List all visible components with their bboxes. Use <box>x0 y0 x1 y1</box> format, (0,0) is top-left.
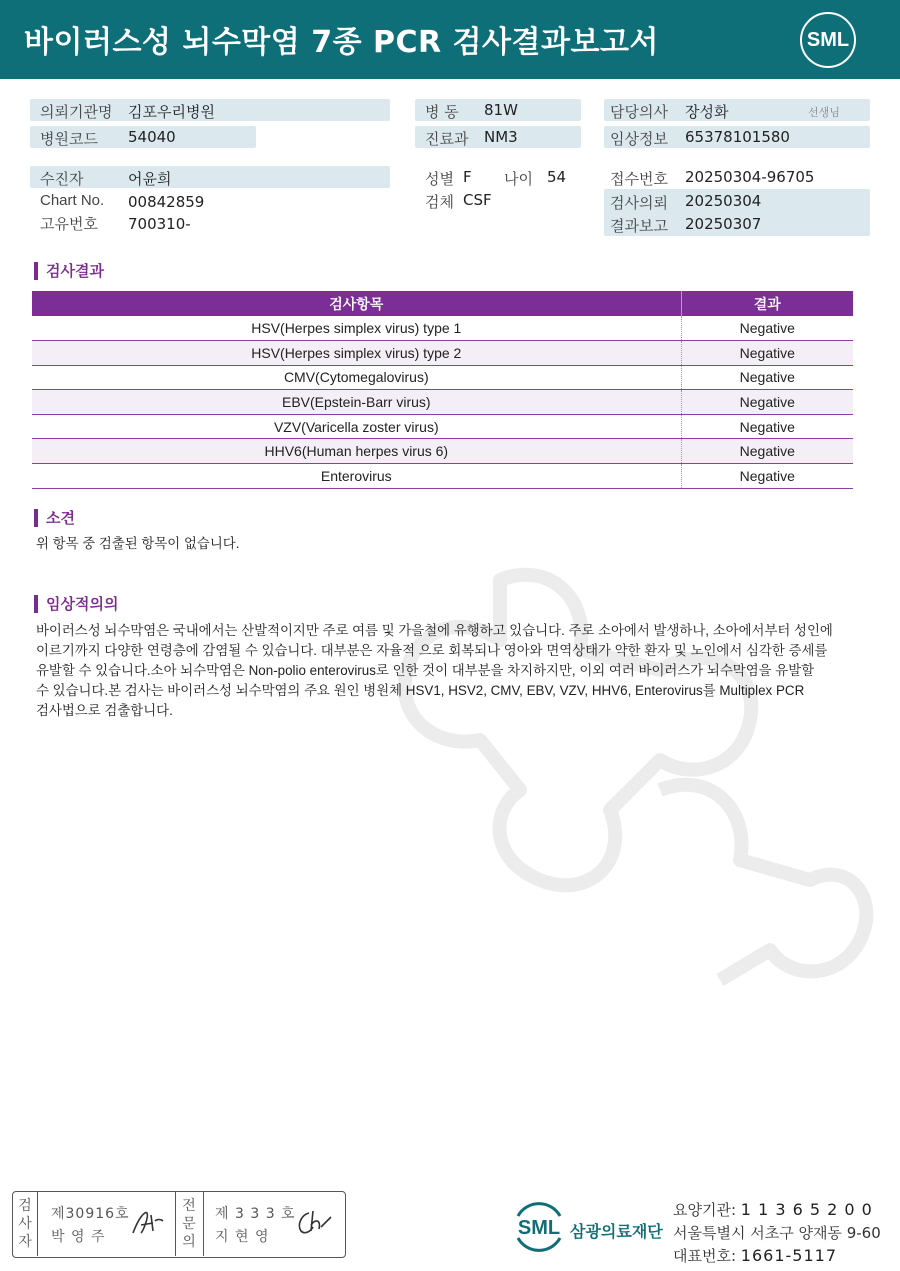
footer-logo-text: SML <box>517 1217 561 1239</box>
tester-header <box>17 1197 33 1251</box>
institution-label: 의뢰기관명 <box>40 103 113 121</box>
patient-label: 수진자 <box>40 170 84 188</box>
table-row <box>32 414 853 439</box>
signature-icon <box>131 1207 167 1237</box>
care-info <box>673 1199 873 1220</box>
row-item: EBV(Epstein-Barr virus) <box>32 390 681 415</box>
phone-label: 대표번호: <box>673 1247 737 1265</box>
clinical-text <box>36 621 846 721</box>
table-row <box>32 390 853 415</box>
request-label: 검사의뢰 <box>610 194 668 212</box>
sex-value: F <box>463 168 472 186</box>
care-number: 1 1 3 6 5 2 0 0 <box>740 1200 873 1219</box>
report-title: 바이러스성 뇌수막염 7종 PCR 검사결과보고서 <box>24 25 659 60</box>
doctor-label: 담당의사 <box>610 103 668 121</box>
clinical-line: 이르기까지 다양한 연령층에 감염될 수 있습니다. 대부분은 자율적 으로 회복되나 영아와 면역상태가 약한 환자 및 노인에서 심각한 증세를 <box>36 643 828 658</box>
institution-value: 김포우리병원 <box>128 103 215 121</box>
report-header <box>0 0 900 79</box>
request-value: 20250304 <box>685 192 762 210</box>
table-row <box>32 464 853 489</box>
doctor-suffix: 선생님 <box>808 106 840 119</box>
dept-label: 진료과 <box>425 130 469 148</box>
row-item: Enterovirus <box>32 464 681 489</box>
address: 서울특별시 서초구 양재동 9-60 <box>673 1224 881 1242</box>
specimen-label: 검체 <box>425 193 454 211</box>
table-row <box>32 439 853 464</box>
sml-logo <box>800 12 856 68</box>
specialist-number: 제 3 3 3 호 <box>215 1206 296 1222</box>
table-row <box>32 365 853 390</box>
tester-name: 박 영 주 <box>51 1229 106 1245</box>
row-result: Negative <box>681 365 853 390</box>
divider <box>37 1192 38 1256</box>
row-result: Negative <box>681 390 853 415</box>
phone-number: 1661-5117 <box>740 1246 838 1265</box>
specimen-value: CSF <box>463 191 492 209</box>
sml-logo-text: SML <box>806 29 850 51</box>
specialist-header <box>181 1197 197 1251</box>
chart-value: 00842859 <box>128 193 205 211</box>
sex-label: 성별 <box>425 170 454 188</box>
row-item: HHV6(Human herpes virus 6) <box>32 439 681 464</box>
findings-section-title: 소견 <box>34 509 75 527</box>
report-date-label: 결과보고 <box>610 217 668 235</box>
report-date-value: 20250307 <box>685 215 762 233</box>
specialist-header-char: 전 <box>182 1198 196 1214</box>
specialist-name: 지 현 영 <box>215 1229 270 1245</box>
findings-text: 위 항목 중 검출된 항목이 없습니다. <box>36 536 240 551</box>
tester-header-char: 검 <box>18 1198 32 1214</box>
ward-value: 81W <box>484 101 518 119</box>
row-result: Negative <box>681 464 853 489</box>
ward-label: 병 동 <box>425 103 459 121</box>
age-value: 54 <box>547 168 567 186</box>
row-item: HSV(Herpes simplex virus) type 1 <box>32 316 681 341</box>
specialist-header-char: 의 <box>182 1234 196 1250</box>
col-item-header: 검사항목 <box>32 291 681 316</box>
specialist-header-char: 문 <box>182 1216 196 1232</box>
clinical-line: 바이러스성 뇌수막염은 국내에서는 산발적이지만 주로 여름 및 가을철에 유행하고 있습니다. 주로 소아에서 발생하나, 소아에서부터 성인에 <box>36 623 833 638</box>
table-row <box>32 316 853 341</box>
hospital-code-label: 병원코드 <box>40 130 98 148</box>
results-table <box>32 291 853 489</box>
tester-header-char: 자 <box>18 1234 32 1250</box>
doctor-value: 장성화 <box>685 103 729 121</box>
tester-header-char: 사 <box>18 1216 32 1232</box>
results-section-title: 검사결과 <box>34 262 104 280</box>
patient-bar <box>30 166 390 188</box>
phone-info <box>673 1245 837 1266</box>
dept-value: NM3 <box>484 128 518 146</box>
tester-number: 제30916호 <box>51 1206 130 1222</box>
clinical-line: 수 있습니다.본 검사는 바이러스성 뇌수막염의 주요 원인 병원체 HSV1, HSV2, CMV, EBV, VZV, HHV6, Enterovirus를 Multiplex PCR <box>36 683 805 698</box>
receipt-value: 20250304-96705 <box>685 168 815 186</box>
divider <box>203 1192 204 1256</box>
signature-icon <box>295 1207 335 1237</box>
sml-footer-logo-icon <box>510 1198 568 1254</box>
results-header-row <box>32 291 853 316</box>
clinical-line: 유발할 수 있습니다.소아 뇌수막염은 Non-polio enterovirus로 인한 것이 대부분을 차지하지만, 이외 여러 바이러스가 뇌수막염을 유발할 <box>36 663 815 678</box>
row-item: CMV(Cytomegalovirus) <box>32 365 681 390</box>
org-name: 삼광의료재단 <box>570 1222 663 1241</box>
watermark-icon <box>360 540 880 990</box>
patient-value: 어윤희 <box>128 170 172 188</box>
row-result: Negative <box>681 341 853 366</box>
id-label: 고유번호 <box>40 215 98 233</box>
row-result: Negative <box>681 316 853 341</box>
clinical-section-title: 임상적의의 <box>34 595 118 613</box>
specialist-signature <box>295 1207 335 1242</box>
clinical-value: 65378101580 <box>685 128 790 146</box>
hospital-code-value: 54040 <box>128 128 176 146</box>
col-result-header: 결과 <box>681 291 853 316</box>
chart-label: Chart No. <box>40 192 105 209</box>
id-value: 700310- <box>128 215 191 233</box>
row-item: HSV(Herpes simplex virus) type 2 <box>32 341 681 366</box>
tester-signature <box>131 1207 167 1242</box>
divider <box>175 1192 176 1256</box>
row-result: Negative <box>681 414 853 439</box>
signature-box <box>12 1191 346 1258</box>
table-row <box>32 341 853 366</box>
clinical-label: 임상정보 <box>610 130 668 148</box>
row-item: VZV(Varicella zoster virus) <box>32 414 681 439</box>
receipt-label: 접수번호 <box>610 170 668 188</box>
row-result: Negative <box>681 439 853 464</box>
age-label: 나이 <box>504 170 533 188</box>
clinical-line: 검사법으로 검출합니다. <box>36 703 173 718</box>
care-label: 요양기관: <box>673 1201 737 1219</box>
